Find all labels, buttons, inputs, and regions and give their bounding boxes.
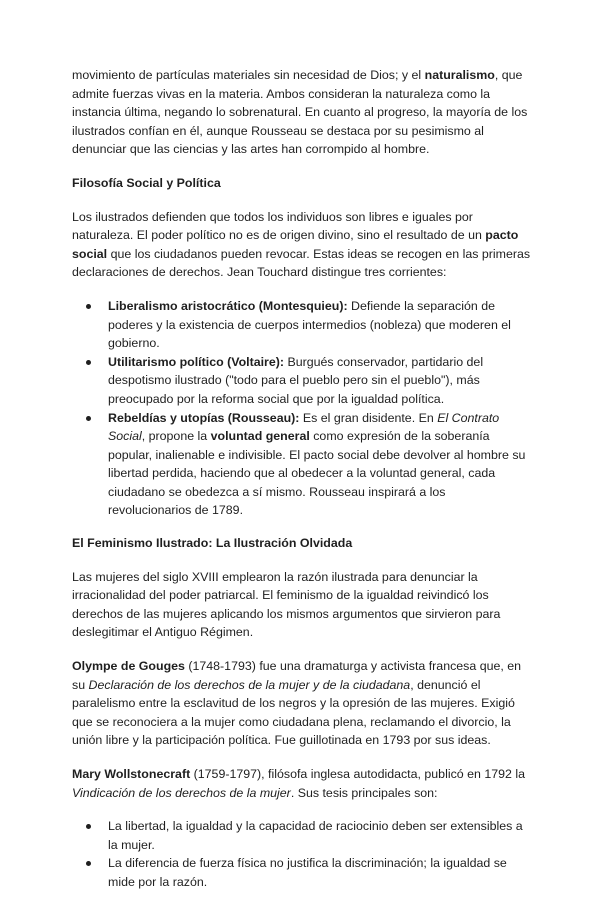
gouges-paragraph: Olympe de Gouges (1748-1793) fue una dramaturga y activista francesa que, en su Declaración de los derechos de la mujer y de la ciudadana, denunció el paralelismo entre la esclavitud de los negros y la opresión de las mujeres. Exigió que se reconociera a la mujer como ciudadana plena, reclamando el divorcio, la unión libre y la participación política. Fue guillotinada en 1793 por sus ideas. bbox=[72, 659, 522, 748]
list-item: Liberalismo aristocrático (Montesquieu): Defiende la separación de poderes y la existencia de cuerpos intermedios (nobleza) que moderen el gobierno. bbox=[72, 297, 532, 353]
list-item: La libertad, la igualdad y la capacidad de raciocinio deben ser extensibles a la mujer. bbox=[72, 817, 532, 854]
document-page bbox=[72, 66, 532, 906]
list-item: La diferencia de fuerza física no justifica la discriminación; la igualdad se mide por la razón. bbox=[72, 854, 532, 891]
list-item: Utilitarismo político (Voltaire): Burgués conservador, partidario del despotismo ilustrado ("todo para el pueblo pero sin el pueblo"), más preocupado por la reforma social que por la igualdad política. bbox=[72, 353, 532, 409]
wollstonecraft-paragraph: Mary Wollstonecraft (1759-1797), filósofa inglesa autodidacta, publicó en 1792 la Vindicación de los derechos de la mujer. Sus tesis principales son: bbox=[72, 767, 525, 800]
section-heading-feminismo: El Feminismo Ilustrado: La Ilustración Olvidada bbox=[72, 536, 353, 551]
section-heading-filosofia: Filosofía Social y Política bbox=[72, 175, 221, 190]
corrientes-list bbox=[72, 297, 532, 520]
intro-paragraph: movimiento de partículas materiales sin necesidad de Dios; y el naturalismo, que admite fuerzas vivas en la materia. Ambos consideran la naturaleza como la instancia última, negando lo sobrenatural. En cuanto al progreso, la mayoría de los ilustrados confían en él, aunque Rousseau se destaca por su pesimismo al denunciar que las ciencias y las artes han corrompido al hombre. bbox=[72, 68, 528, 157]
bullet-icon bbox=[86, 304, 91, 309]
list-item: Rebeldías y utopías (Rousseau): Es el gran disidente. En El Contrato Social, propone la voluntad general como expresión de la soberanía popular, inalienable e indivisible. El pacto social debe devolver al hombre su libertad perdida, haciendo que al obedecer a la voluntad general, cada ciudadano se obedezca a sí mismo. Rousseau inspirará a los revolucionarios de 1789. bbox=[72, 409, 532, 521]
filosofia-paragraph: Los ilustrados defienden que todos los individuos son libres e iguales por naturaleza. El poder político no es de origen divino, sino el resultado de un pacto social que los ciudadanos pueden revocar. Estas ideas se recogen en las primeras declaraciones de derechos. Jean Touchard distingue tres corrientes: bbox=[72, 209, 531, 280]
tesis-list bbox=[72, 817, 532, 891]
bullet-icon bbox=[86, 824, 91, 829]
bullet-icon bbox=[86, 861, 91, 866]
bullet-icon bbox=[86, 416, 91, 421]
bullet-icon bbox=[86, 360, 91, 365]
feminismo-paragraph: Las mujeres del siglo XVIII emplearon la razón ilustrada para denunciar la irracionalidad del poder patriarcal. El feminismo de la igualdad reivindicó los derechos de las mujeres aplicando los mismos argumentos que sirvieron para deslegitimar el Antiguo Régimen. bbox=[72, 569, 501, 640]
